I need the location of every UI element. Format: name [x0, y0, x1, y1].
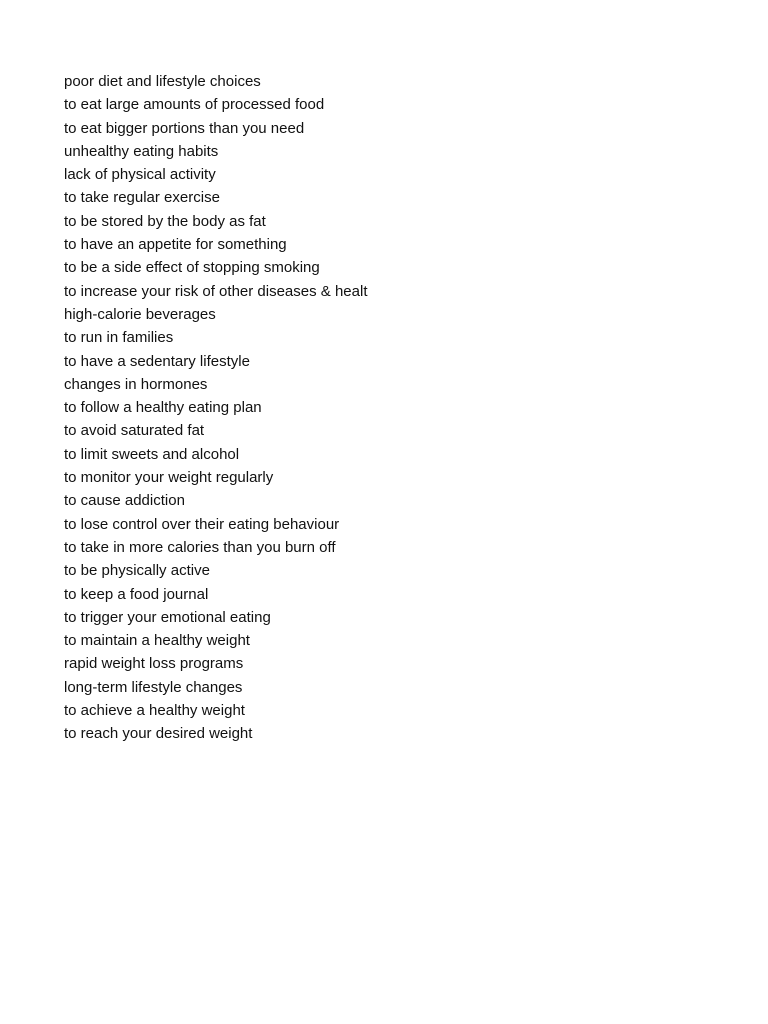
phrase-line: to reach your desired weight — [64, 725, 253, 743]
phrase-line: to have a sedentary lifestyle — [64, 352, 250, 370]
phrase-line: to achieve a healthy weight — [64, 702, 245, 720]
phrase-line: to be physically active — [64, 562, 210, 580]
phrase-line: unhealthy eating habits — [64, 142, 219, 160]
phrase-line: to run in families — [64, 329, 174, 347]
phrase-line: high-calorie beverages — [64, 305, 216, 323]
phrase-line: to follow a healthy eating plan — [64, 399, 262, 417]
phrase-line: to avoid saturated fat — [64, 422, 205, 440]
phrase-line: long-term lifestyle changes — [64, 678, 243, 696]
phrase-line: to be a side effect of stopping smoking — [64, 259, 320, 277]
phrase-line: to be stored by the body as fat — [64, 212, 266, 230]
phrase-line: to lose control over their eating behaviour — [64, 515, 340, 533]
phrase-line: to take regular exercise — [64, 189, 220, 207]
phrase-line: to trigger your emotional eating — [64, 608, 271, 626]
phrase-line: to eat bigger portions than you need — [64, 119, 305, 137]
phrase-line: to eat large amounts of processed food — [64, 96, 325, 114]
phrase-line: to keep a food journal — [64, 585, 209, 603]
phrase-line: rapid weight loss programs — [64, 655, 244, 673]
phrase-line: poor diet and lifestyle choices — [64, 73, 261, 90]
phrase-line: to take in more calories than you burn off — [64, 538, 336, 556]
phrase-line: to cause addiction — [64, 492, 185, 510]
phrase-line: to monitor your weight regularly — [64, 469, 274, 487]
phrase-line: to maintain a healthy weight — [64, 632, 250, 650]
phrase-line: to increase your risk of other diseases & healt — [64, 282, 368, 300]
phrase-list — [64, 70, 368, 746]
phrase-line: lack of physical activity — [64, 166, 216, 184]
phrase-line: to limit sweets and alcohol — [64, 445, 240, 463]
phrase-line: changes in hormones — [64, 375, 208, 393]
phrase-line: to have an appetite for something — [64, 236, 287, 254]
